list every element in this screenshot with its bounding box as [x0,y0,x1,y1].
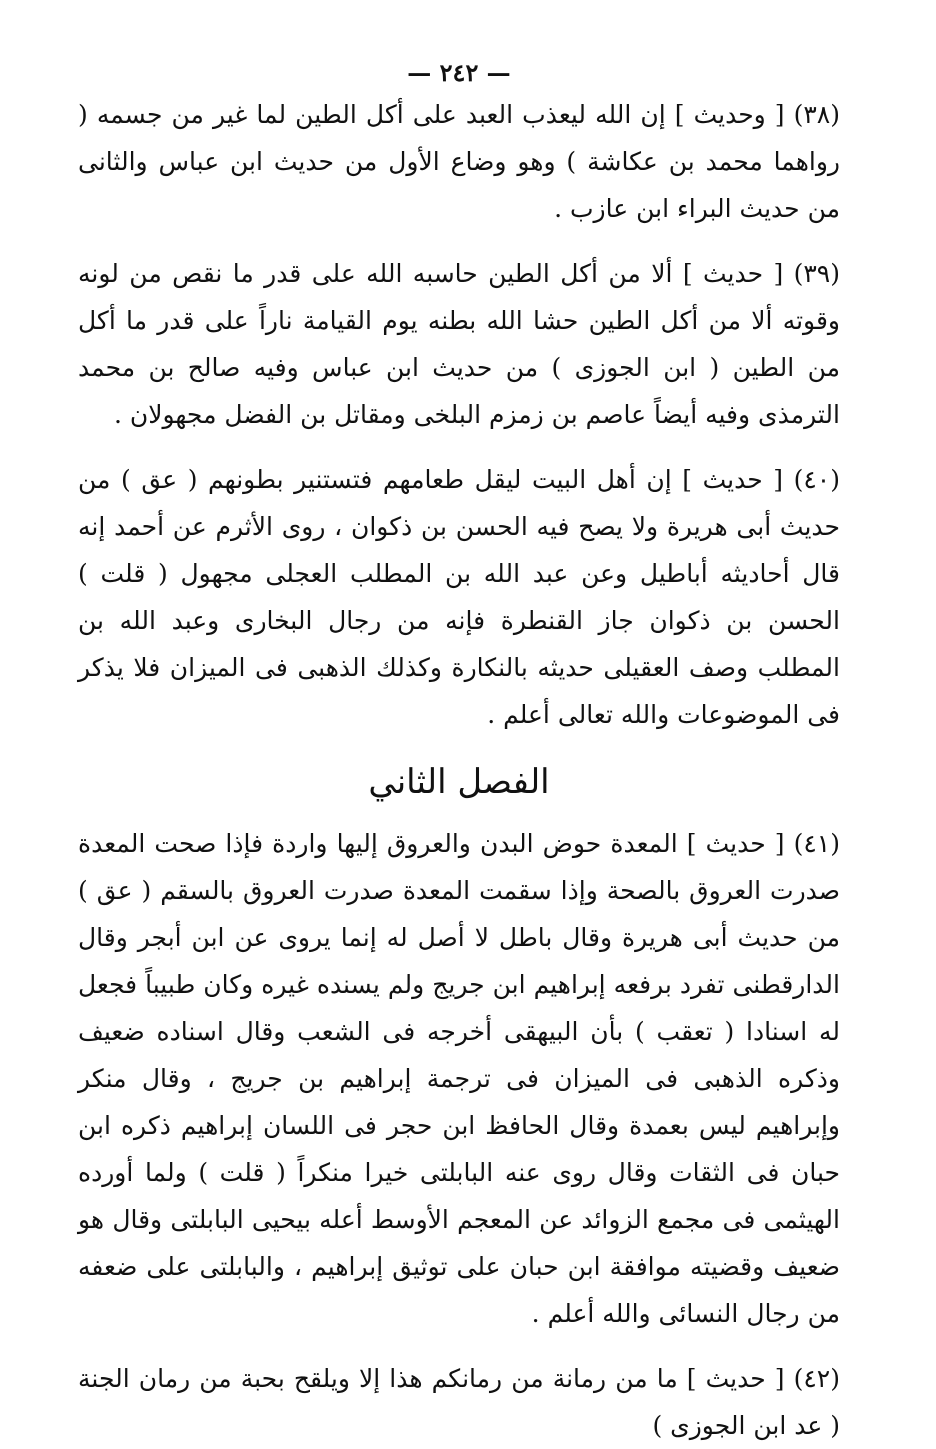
hadith-entry-39: (٣٩) [ حديث ] ألا من أكل الطين حاسبه الله على قدر ما نقص من لونه وقوته ألا من أكل الطين حشا الله بطنه يوم القيامة ناراً على قدر ما أكل من الطين ( ابن الجوزى ) من حديث ابن عباس وفيه صالح بن محمد الترمذى وفيه أيضاً عاصم بن زمزم البلخى ومقاتل بن الفضل مجهولان . [78,259,840,429]
section-title: الفصل الثاني [368,762,550,802]
hadith-entry-40: (٤٠) [ حديث ] إن أهل البيت ليقل طعامهم فتستنير بطونهم ( عق ) من حديث أبى هريرة ولا يصح فيه الحسن بن ذكوان ، روى الأثرم عن أحمد إنه قال أحاديثه أباطيل وعن عبد الله بن المطلب العجلى مجهول ( قلت ) الحسن بن ذكوان جاز القنطرة فإنه من رجال البخارى وعبد الله بن المطلب وصف العقيلى حديثه بالنكارة وكذلك الذهبى فى الميزان فلا يذكر فى الموضوعات والله تعالى أعلم . [78,465,840,729]
hadith-entry-41: (٤١) [ حديث ] المعدة حوض البدن والعروق إليها واردة فإذا صحت المعدة صدرت العروق بالصحة وإذا سقمت المعدة صدرت العروق بالسقم ( عق ) من حديث أبى هريرة وقال باطل لا أصل له إنما يروى عن ابن أبجر وقال الدارقطنى تفرد برفعه إبراهيم ابن جريج ولم يسنده غيره وكان طبيباً فجعل له اسنادا ( تعقب ) بأن البيهقى أخرجه فى الشعب وقال اسناده ضعيف وذكره الذهبى فى الميزان فى ترجمة إبراهيم بن جريج ، وقال منكر وإبراهيم ليس بعمدة وقال الحافظ ابن حجر فى اللسان إبراهيم ذكره ابن حبان فى الثقات وقال روى عنه البابلتى خيرا منكراً ( قلت ) ولما أورده الهيثمى فى مجمع الزوائد عن المعجم الأوسط أعله بيحيى البابلتى وقال هو ضعيف وقضيته موافقة ابن حبان على توثيق إبراهيم ، والبابلتى على ضعفه من رجال النسائى والله أعلم . [78,829,840,1328]
page-number: — ٢٤٢ — [407,58,511,87]
hadith-entry-38: (٣٨) [ وحديث ] إن الله ليعذب العبد على أكل الطين لما غير من جسمه ( رواهما محمد بن عكاشة ) وهو وضاع الأول من حديث ابن عباس والثانى من حديث البراء ابن عازب . [78,100,840,223]
hadith-entry-42: (٤٢) [ حديث ] ما من رمانة من رمانكم هذا إلا ويلقح بحبة من رمان الجنة ( عد ابن الجوزى ) [78,1364,840,1440]
